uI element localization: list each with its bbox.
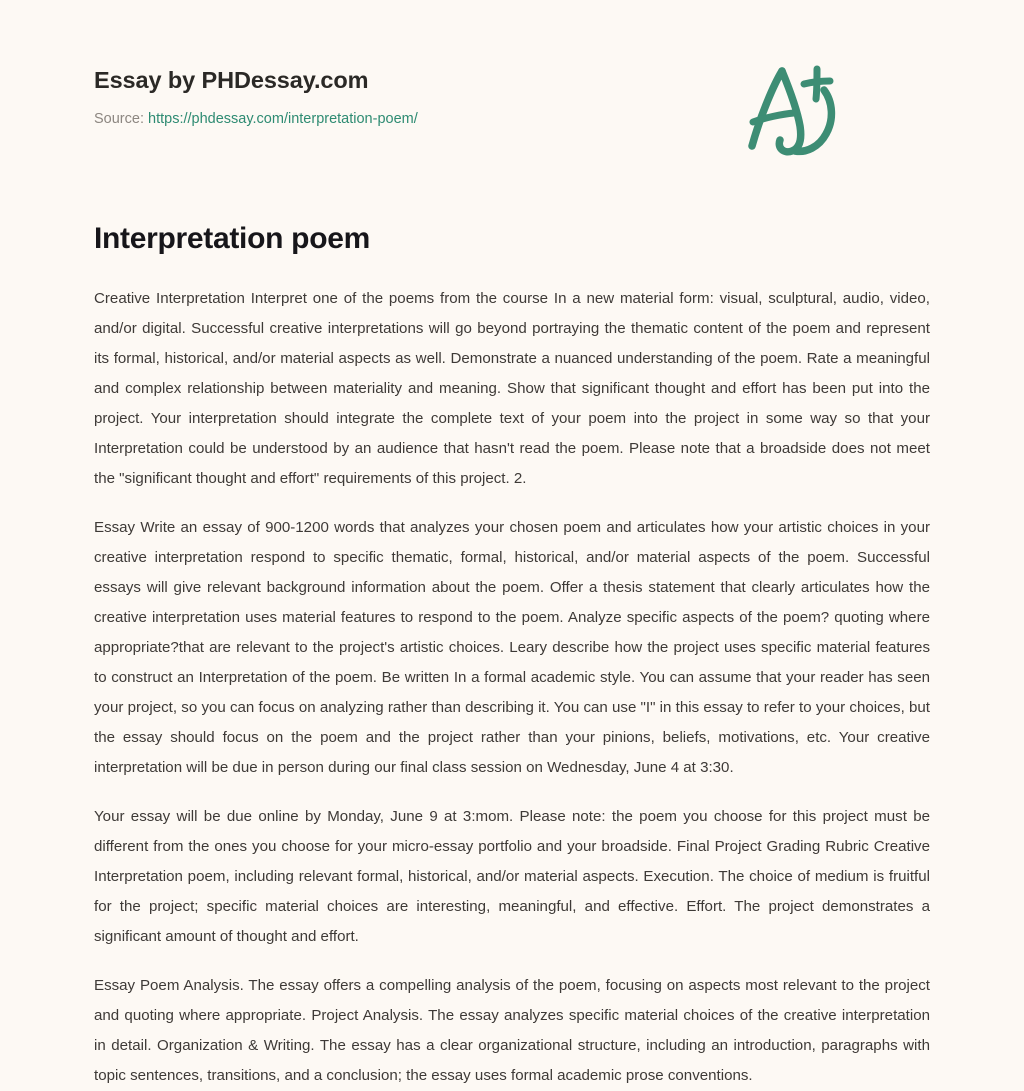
page-header <box>94 0 930 127</box>
brand-title: Essay by PHDessay.com <box>94 67 369 93</box>
essay-body <box>94 257 930 1091</box>
source-url-link[interactable]: https://phdessay.com/interpretation-poem/ <box>148 110 418 127</box>
essay-paragraph: Essay Poem Analysis. The essay offers a compelling analysis of the poem, focusing on aspects most relevant to the project and quoting where appropriate. Project Analysis. The essay analyzes specific material choices of the creative interpretation in detail. Organization & Writing. The essay has a clear organizational structure, including an introduction, paragraphs with topic sentences, transitions, and a conclusion; the essay uses formal academic prose conventions. <box>94 976 930 1084</box>
source-line <box>94 111 930 128</box>
essay-paragraph: Essay Write an essay of 900-1200 words that analyzes your chosen poem and articulates how your artistic choices in your creative interpretation respond to specific thematic, formal, historical, and/or material aspects of the poem. Successful essays will give relevant background information about the poem. Offer a thesis statement that clearly articulates how the creative interpretation uses material features to respond to the poem. Analyze specific aspects of the poem? quoting where appropriate?that are relevant to the project's artistic choices. Leary describe how the project uses specific material features to construct an Interpretation of the poem. Be written In a formal academic style. You can assume that your reader has seen your project, so you can focus on analyzing rather than describing it. You can use "I" in this essay to refer to your choices, but the essay should focus on the poem and the project rather than your pinions, beliefs, motivations, etc. Your creative interpretation will be due in person during our final class session on Wednesday, June 4 at 3:30. <box>94 518 930 776</box>
page-title: Interpretation poem <box>94 222 370 255</box>
source-label: Source: <box>94 110 144 127</box>
essay-paragraph: Your essay will be due online by Monday, June 9 at 3:mom. Please note: the poem you choose for this project must be different from the ones you choose for your micro-essay portfolio and your broadside. Final Project Grading Rubric Creative Interpretation poem, including relevant formal, historical, and/or material aspects. Execution. The choice of medium is fruitful for the project; specific material choices are interesting, meaningful, and effective. Effort. The project demonstrates a significant amount of thought and effort. <box>94 807 930 945</box>
essay-paragraph: Creative Interpretation Interpret one of the poems from the course In a new material form: visual, sculptural, audio, video, and/or digital. Successful creative interpretations will go beyond portraying the thematic content of the poem and represent its formal, historical, and/or material aspects as well. Demonstrate a nuanced understanding of the poem. Rate a meaningful and complex relationship between materiality and meaning. Show that significant thought and effort has been put into the project. Your interpretation should integrate the complete text of your poem into the project in some way so that your Interpretation could be understood by an audience that hasn't read the poem. Please note that a broadside does not meet the "significant thought and effort" requirements of this project. 2. <box>94 289 930 487</box>
